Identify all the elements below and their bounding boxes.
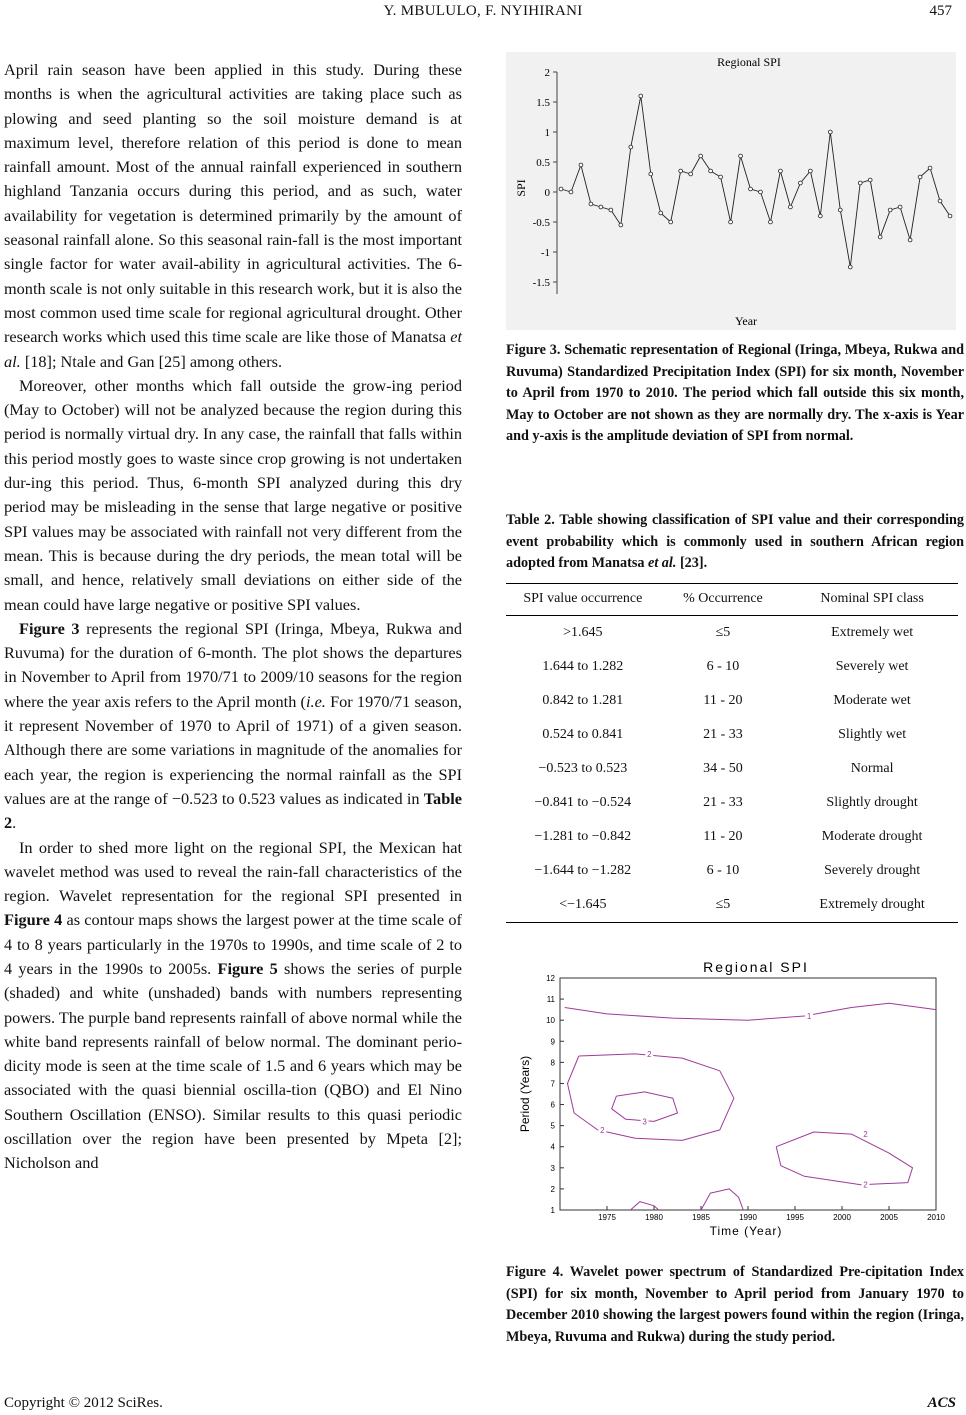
paragraph-4: In order to shed more light on the regional SPI, the Mexican hat wavelet method was used to reveal the rain-fall characteristics of the region. Wavelet representation for the regional SPI presented in Figure 4 as contour maps shows the largest power at the time scale of 4 to 8 years particularly in the 1970s to 1990s, and time scale of 2 to 4 years in the 1990s to 2005s. Figure 5 shows the series of purple (shaded) and white (unshaded) bands with numbers representing powers. The purple band represents rainfall of above normal while the white band represents rainfall of below normal. The dominant perio-dicity mode is seen at the time scale of 1.5 and 6 years which may be associated with the quasi biennial oscilla-tion (QBO) and El Nino Southern Oscillation (ENSO). Similar results to this quasi periodic oscillation over the region have been presented by Mpeta [2]; Nicholson and (4, 837, 462, 1173)
y-tick-label: 2 (544, 67, 550, 79)
cell-occurrence: ≤5 (715, 625, 731, 640)
spi-data-point (878, 235, 882, 239)
spi-data-point (808, 169, 812, 173)
spi-data-point (898, 205, 902, 209)
figure-3-spi-line-chart (506, 52, 956, 330)
spi-data-point (769, 220, 773, 224)
spi-data-point (689, 172, 693, 176)
x-tick-label: 2010 (927, 1213, 945, 1222)
x-tick-label: 2000 (833, 1213, 851, 1222)
spi-data-point (779, 169, 783, 173)
spi-data-point (599, 205, 603, 209)
cell-spi-value: 0.524 to 0.841 (542, 727, 624, 742)
y-tick-label: 6 (550, 1100, 555, 1110)
cell-spi-class: Slightly drought (826, 795, 918, 810)
spi-data-point (868, 178, 872, 182)
figure-4-title: Regional SPI (703, 959, 809, 975)
figure-3-y-label: SPI (514, 179, 528, 197)
spi-data-point (559, 187, 563, 191)
figure-4-x-label: Time (Year) (709, 1224, 783, 1238)
table-row (506, 786, 958, 820)
header-spi-value: SPI value occurrence (506, 584, 660, 616)
table-row (506, 820, 958, 854)
y-tick-label: -0.5 (532, 217, 550, 229)
spi-classification-table (506, 583, 958, 923)
y-tick-label: 0 (544, 187, 550, 199)
figure-4-wavelet-contour-plot (506, 952, 956, 1242)
x-tick-label: 1975 (598, 1213, 616, 1222)
cell-spi-value: 0.842 to 1.281 (542, 693, 624, 708)
journal-abbreviation: ACS (927, 1395, 956, 1411)
spi-data-point (918, 175, 922, 179)
spi-data-point (709, 169, 713, 173)
cell-spi-value: >1.645 (563, 625, 603, 640)
figure-3-background (506, 52, 956, 330)
spi-data-point (699, 154, 703, 158)
paragraph-1: April rain season have been applied in this study. During these months is when the agricultural activities are taking place such as plowing and seed planting so the soil moisture demand is at maximum level, therefore relation of this period is done to mean rainfall amount. Most of the annual rainfall experienced in southern highland Tanzania occurs during this period, and as such, water availability for vegetation is determined primarily by the amount of seasonal rainfall alone. So this seasonal rain-fall is the most important single factor for water avail-ability in agricultural activities. The 6-month scale is not only suitable in this research work, but it is also the most common used time scale for regional agricultural drought. Other research works which used this time scale are like those of Manatsa et al. [18]; Ntale and Gan [25] among others. (4, 60, 462, 371)
spi-data-point (589, 202, 593, 206)
y-tick-label: 12 (546, 974, 555, 983)
spi-data-point (838, 208, 842, 212)
spi-data-point (828, 130, 832, 134)
figure-4-y-label: Period (Years) (518, 1055, 532, 1133)
y-tick-label: 7 (550, 1079, 555, 1089)
table-header-row (506, 584, 958, 616)
spi-data-point (669, 220, 673, 224)
spi-data-point (729, 220, 733, 224)
cell-occurrence: 21 - 33 (703, 727, 743, 742)
cell-spi-value: <−1.645 (506, 888, 660, 923)
cell-spi-class: Extremely wet (831, 625, 914, 640)
table-2-caption: Table 2. Table showing classification of SPI value and their corresponding event probability which is commonly used in southern African region adopted from Manatsa et al. [23]. (506, 512, 964, 571)
table-row (506, 888, 958, 923)
figure-4-plot-frame (560, 978, 936, 1210)
cell-occurrence: 6 - 10 (706, 863, 740, 878)
spi-data-point (609, 208, 613, 212)
cell-spi-class: Slightly wet (838, 727, 907, 742)
page-header (0, 0, 966, 24)
spi-data-point (679, 169, 683, 173)
spi-data-point (858, 181, 862, 185)
y-tick-label: 0.5 (536, 157, 550, 169)
contour-label: 3 (642, 1117, 647, 1127)
x-tick-label: 1990 (739, 1213, 757, 1222)
spi-data-point (719, 175, 723, 179)
cell-spi-value: −1.281 to −0.842 (534, 829, 632, 844)
y-tick-label: 10 (546, 1016, 555, 1026)
cell-spi-class: Severely drought (824, 863, 921, 878)
y-tick-label: 4 (550, 1142, 555, 1152)
spi-data-point (928, 166, 932, 170)
spi-data-point (629, 145, 633, 149)
y-tick-label: 2 (550, 1184, 555, 1194)
figure-3-title: Regional SPI (717, 55, 781, 69)
spi-data-point (798, 181, 802, 185)
table-row (506, 752, 958, 786)
cell-spi-value: 1.644 to 1.282 (542, 659, 624, 674)
left-column (4, 58, 462, 1176)
y-tick-label: 9 (550, 1037, 555, 1047)
cell-occurrence: 11 - 20 (703, 693, 743, 708)
cell-spi-value: −0.523 to 0.523 (538, 761, 628, 776)
contour-label: 1 (806, 1011, 812, 1021)
y-tick-label: 1.5 (536, 97, 550, 109)
cell-spi-class: Moderate drought (821, 829, 923, 844)
table-row (506, 650, 958, 684)
contour-label: 2 (863, 1130, 868, 1140)
copyright-notice: Copyright © 2012 SciRes. (4, 1395, 163, 1411)
cell-occurrence: ≤5 (660, 888, 787, 923)
spi-data-point (948, 214, 952, 218)
cell-occurrence: 6 - 10 (706, 659, 740, 674)
x-tick-label: 2005 (880, 1213, 898, 1222)
spi-data-point (649, 172, 653, 176)
spi-data-point (749, 187, 753, 191)
contour-label: 2 (647, 1049, 652, 1059)
cell-spi-class: Moderate wet (833, 693, 911, 708)
cell-spi-class: Normal (850, 761, 894, 776)
spi-data-point (619, 223, 623, 227)
y-tick-label: 8 (550, 1058, 555, 1068)
y-tick-label: -1 (540, 247, 550, 259)
paragraph-3: Figure 3 represents the regional SPI (Iringa, Mbeya, Rukwa and Ruvuma) for the duration of 6-month. The plot shows the departures in November to April from 1970/71 to 2009/10 seasons for the region where the year axis refers to the April month (i.e. For 1970/71 season, it represent November of 1970 to April of 1971) of a given season. Although there are some variations in magnitude of the anomalies for each year, the region is experiencing the normal rainfall as the SPI values are at the range of −0.523 to 0.523 values as indicated in Table 2. (4, 618, 462, 833)
table-row (506, 718, 958, 752)
spi-data-point (818, 214, 822, 218)
cell-spi-class: Extremely drought (786, 888, 958, 923)
spi-data-point (639, 94, 643, 98)
page-footer (0, 1395, 966, 1415)
spi-data-point (759, 190, 763, 194)
cell-spi-value: −1.644 to −1.282 (534, 863, 632, 878)
spi-data-point (938, 199, 942, 203)
spi-data-point (888, 208, 892, 212)
table-2 (506, 583, 958, 923)
table-row (506, 684, 958, 718)
spi-data-point (659, 211, 663, 215)
figure-3-caption: Figure 3. Schematic representation of Regional (Iringa, Mbeya, Rukwa and Ruvuma) Standardized Precipitation Index (SPI) for six month, November to April from 1970 to 2010. The period which fall outside this six month, May to October are not shown as they are normally dry. The x-axis is Year and y-axis is the amplitude deviation of SPI from normal. (506, 342, 964, 444)
spi-data-point (739, 154, 743, 158)
cell-occurrence: 21 - 33 (703, 795, 743, 810)
contour-label: 2 (863, 1180, 868, 1190)
page-number: 457 (929, 3, 952, 19)
header-occurrence: % Occurrence (660, 584, 787, 616)
cell-occurrence: 11 - 20 (703, 829, 743, 844)
figure-4-caption: Figure 4. Wavelet power spectrum of Standardized Pre-cipitation Index (SPI) for six month, November to April period from January 1970 to December 2010 showing the largest powers found within the region (Iringa, Mbeya, Ruvuma and Rukwa) during the study period. (506, 1264, 964, 1345)
x-tick-label: 1985 (692, 1213, 710, 1222)
y-tick-label: 5 (550, 1121, 555, 1131)
table-row (506, 616, 958, 651)
cell-spi-class: Severely wet (835, 659, 909, 674)
y-tick-label: 1 (544, 127, 550, 139)
x-tick-label: 1980 (645, 1213, 663, 1222)
y-tick-label: 1 (550, 1206, 555, 1215)
cell-spi-value: −0.841 to −0.524 (534, 795, 632, 810)
header-spi-class: Nominal SPI class (786, 584, 958, 616)
table-row (506, 854, 958, 888)
figure-3-x-label: Year (734, 314, 758, 328)
paragraph-2: Moreover, other months which fall outside the grow-ing period (May to October) will not be analyzed because the region during this period is normally virtual dry. In any case, the rainfall that falls within this period mostly goes to waste since crop growing is not undertaken dur-ing this period. Thus, 6-month SPI analyzed during this dry period may be misleading in the sense that large negative or positive SPI values may be associated with rainfall not very different from the mean. This is because during the dry periods, the mean total will be small, and hence, relatively small deviations on either side of the mean could have large negative or positive SPI values. (4, 375, 462, 614)
spi-data-point (848, 265, 852, 269)
y-tick-label: -1.5 (532, 277, 550, 289)
y-tick-label: 3 (550, 1163, 555, 1173)
y-tick-label: 11 (546, 995, 555, 1005)
spi-data-point (908, 238, 912, 242)
running-title: Y. MBULULO, F. NYIHIRANI (383, 3, 583, 19)
cell-occurrence: 34 - 50 (703, 761, 743, 776)
spi-data-point (569, 190, 573, 194)
x-tick-label: 1995 (786, 1213, 804, 1222)
spi-data-point (789, 205, 793, 209)
contour-label: 2 (600, 1125, 605, 1135)
spi-data-point (579, 163, 583, 167)
